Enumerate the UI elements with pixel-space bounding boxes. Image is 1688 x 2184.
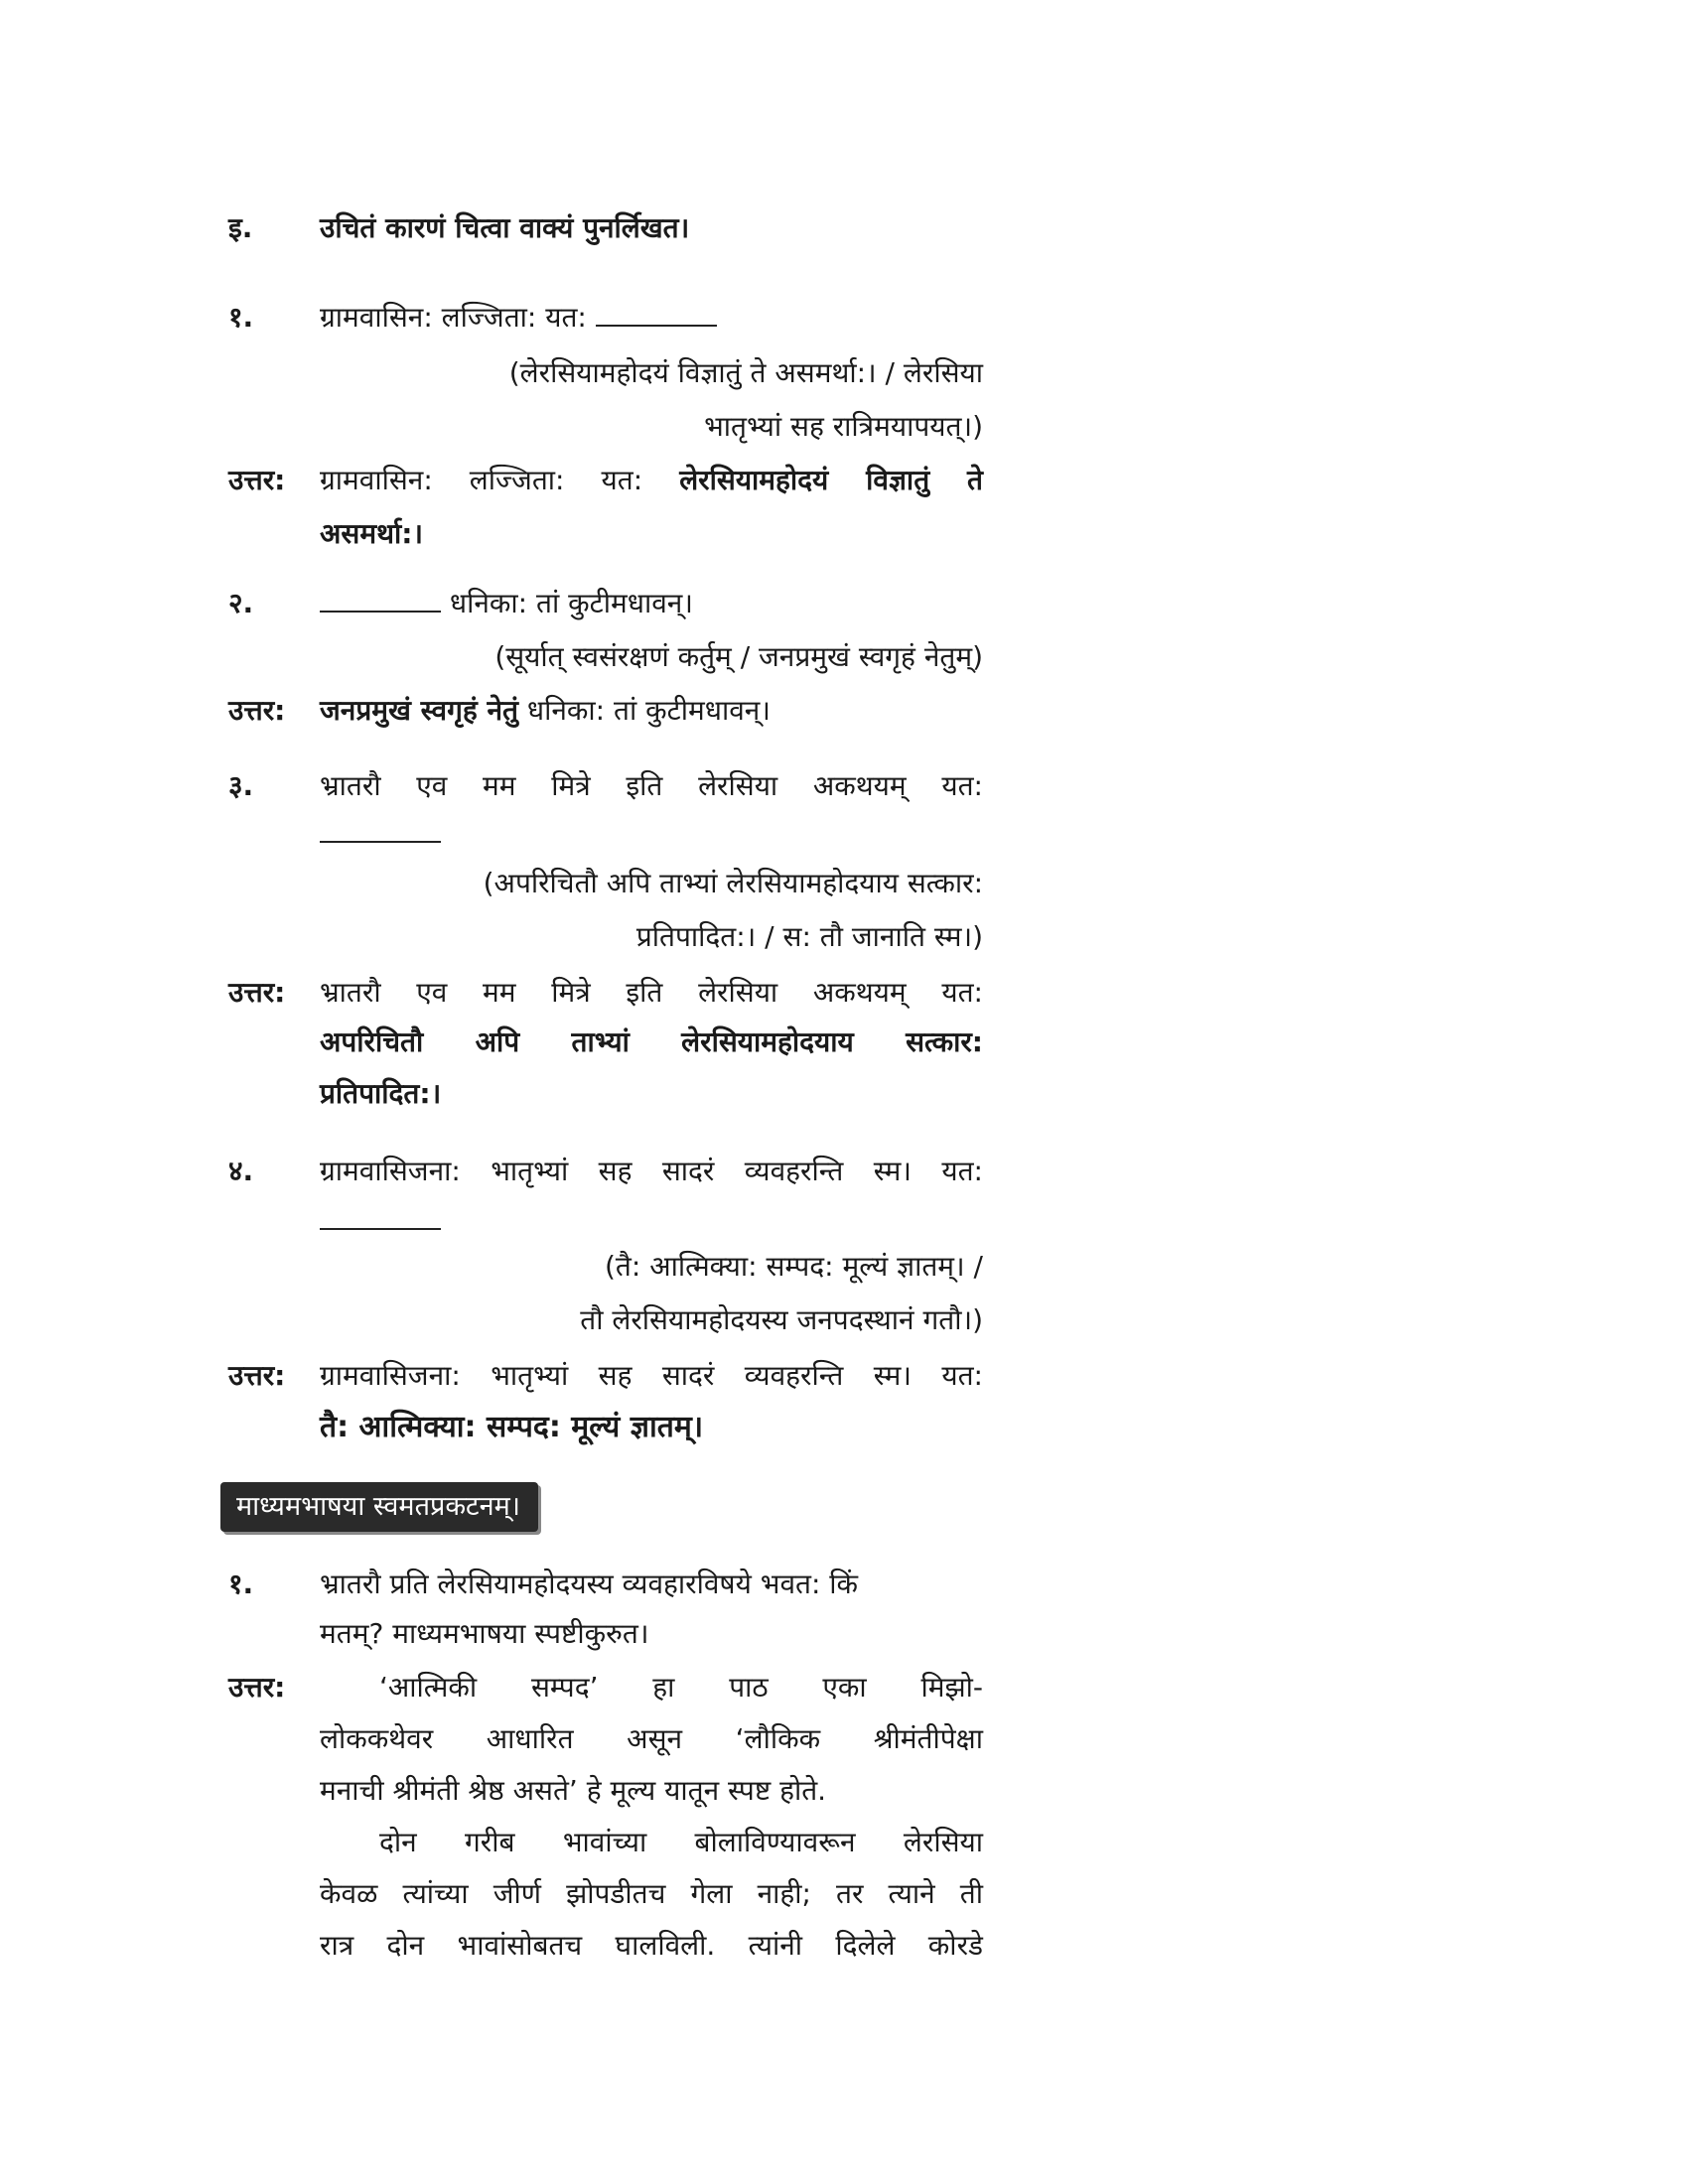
question-3-options-line-2: प्रतिपादित:। / स: तौ जानाति स्म।) [635,920,983,953]
answer-1-label: उत्तर: [228,464,286,496]
medium-question-1-line-1: भ्रातरौ प्रति लेरसियामहोदयस्य व्यवहारविषये भवत: किं [320,1568,859,1600]
answer-1-bold-2: असमर्था:। [320,517,424,550]
answer-blank [320,815,441,843]
medium-question-1-number: १. [228,1568,254,1600]
question-1-options-line-1: (लेरसियामहोदयं विज्ञातुं ते असमर्था:। / लेरसिया [508,356,983,389]
question-4-stem: ग्रामवासिजना: भातृभ्यां सह सादरं व्यवहरन्ति स्म। यत: [320,1155,983,1187]
section-e-number: इ. [228,211,253,244]
answer-3-bold-1: अपरिचितौ अपि ताभ्यां लेरसियामहोदयाय सत्कार: [320,1025,983,1058]
question-1-stem-text: ग्रामवासिन: लज्जिता: यत: [320,301,587,334]
section-e-title: उचितं कारणं चित्वा वाक्यं पुनर्लिखत। [320,211,690,244]
answer-2-text [320,691,983,731]
answer-2-label: उत्तर: [228,694,286,727]
question-3-number: ३. [228,769,254,802]
answer-blank [596,299,717,327]
medium-answer-1-para-2-line-3: रात्र दोन भावांसोबतच घालविली. त्यांनी दिलेले कोरडे [320,1929,983,1962]
answer-2-bold: जनप्रमुखं स्वगृहं नेतुं [320,694,518,727]
question-1-stem [320,298,983,338]
answer-3-plain: भ्रातरौ एव मम मित्रे इति लेरसिया अकथयम् यत: [320,976,983,1009]
answer-blank [320,1202,441,1230]
answer-2-plain: धनिका: तां कुटीमधावन्। [526,694,771,727]
question-3-options-line-1: (अपरिचितौ अपि ताभ्यां लेरसियामहोदयाय सत्कार: [483,867,983,899]
question-2-stem [320,584,983,623]
question-4-options-line-2: तौ लेरसियामहोदयस्य जनपदस्थानं गतौ।) [580,1303,983,1336]
answer-blank [320,585,441,613]
medium-question-1-line-2: मतम्? माध्यमभाषया स्पष्टीकुरुत। [320,1617,649,1650]
answer-4-plain: ग्रामवासिजना: भातृभ्यां सह सादरं व्यवहरन्ति स्म। यत: [320,1359,983,1392]
medium-answer-1-para-1-line-2: लोककथेवर आधारित असून ‘लौकिक श्रीमंतीपेक्षा [320,1722,983,1755]
question-1-number: १. [228,301,254,334]
question-3-stem: भ्रातरौ एव मम मित्रे इति लेरसिया अकथयम् यत: [320,769,983,802]
section-banner [220,1482,538,1532]
section-banner-title: माध्यमभाषया स्वमतप्रकटनम्। [220,1482,538,1532]
answer-4-bold: तै: आत्मिक्या: सम्पद: मूल्यं ज्ञातम्। [320,1410,704,1444]
question-4-number: ४. [228,1155,254,1187]
question-2-number: २. [228,587,254,619]
medium-answer-1-para-1-line-3: मनाची श्रीमंती श्रेष्ठ असते’ हे मूल्य यातून स्पष्ट होते. [320,1774,827,1807]
answer-1-plain: ग्रामवासिन: लज्जिता: यत: [320,464,643,496]
answer-3-label: उत्तर: [228,976,286,1009]
question-4-options-line-1: (तै: आत्मिक्या: सम्पद: मूल्यं ज्ञातम्। / [604,1250,983,1283]
answer-1-bold-1: लेरसियामहोदयं विज्ञातुं ते [679,464,983,496]
medium-answer-1-label: उत्तर: [228,1671,286,1704]
medium-answer-1-para-1-line-1: ‘आत्मिकी सम्पद’ हा पाठ एका मिझो- [379,1671,983,1704]
question-2-options: (सूर्यात् स्वसंरक्षणं कर्तुम् / जनप्रमुखं स्वगृहं नेतुम्) [494,640,983,673]
medium-answer-1-para-2-line-1: दोन गरीब भावांच्या बोलाविण्यावरून लेरसिया [379,1826,983,1858]
answer-1-line-1 [320,461,983,500]
question-1-options-line-2: भातृभ्यां सह रात्रिमयापयत्।) [704,410,983,443]
answer-4-label: उत्तर: [228,1359,286,1392]
question-2-stem-text: धनिका: तां कुटीमधावन्। [449,587,693,619]
answer-3-bold-2: प्रतिपादित:। [320,1077,442,1110]
medium-answer-1-para-2-line-2: केवळ त्यांच्या जीर्ण झोपडीतच गेला नाही; तर त्याने ती [320,1877,983,1910]
